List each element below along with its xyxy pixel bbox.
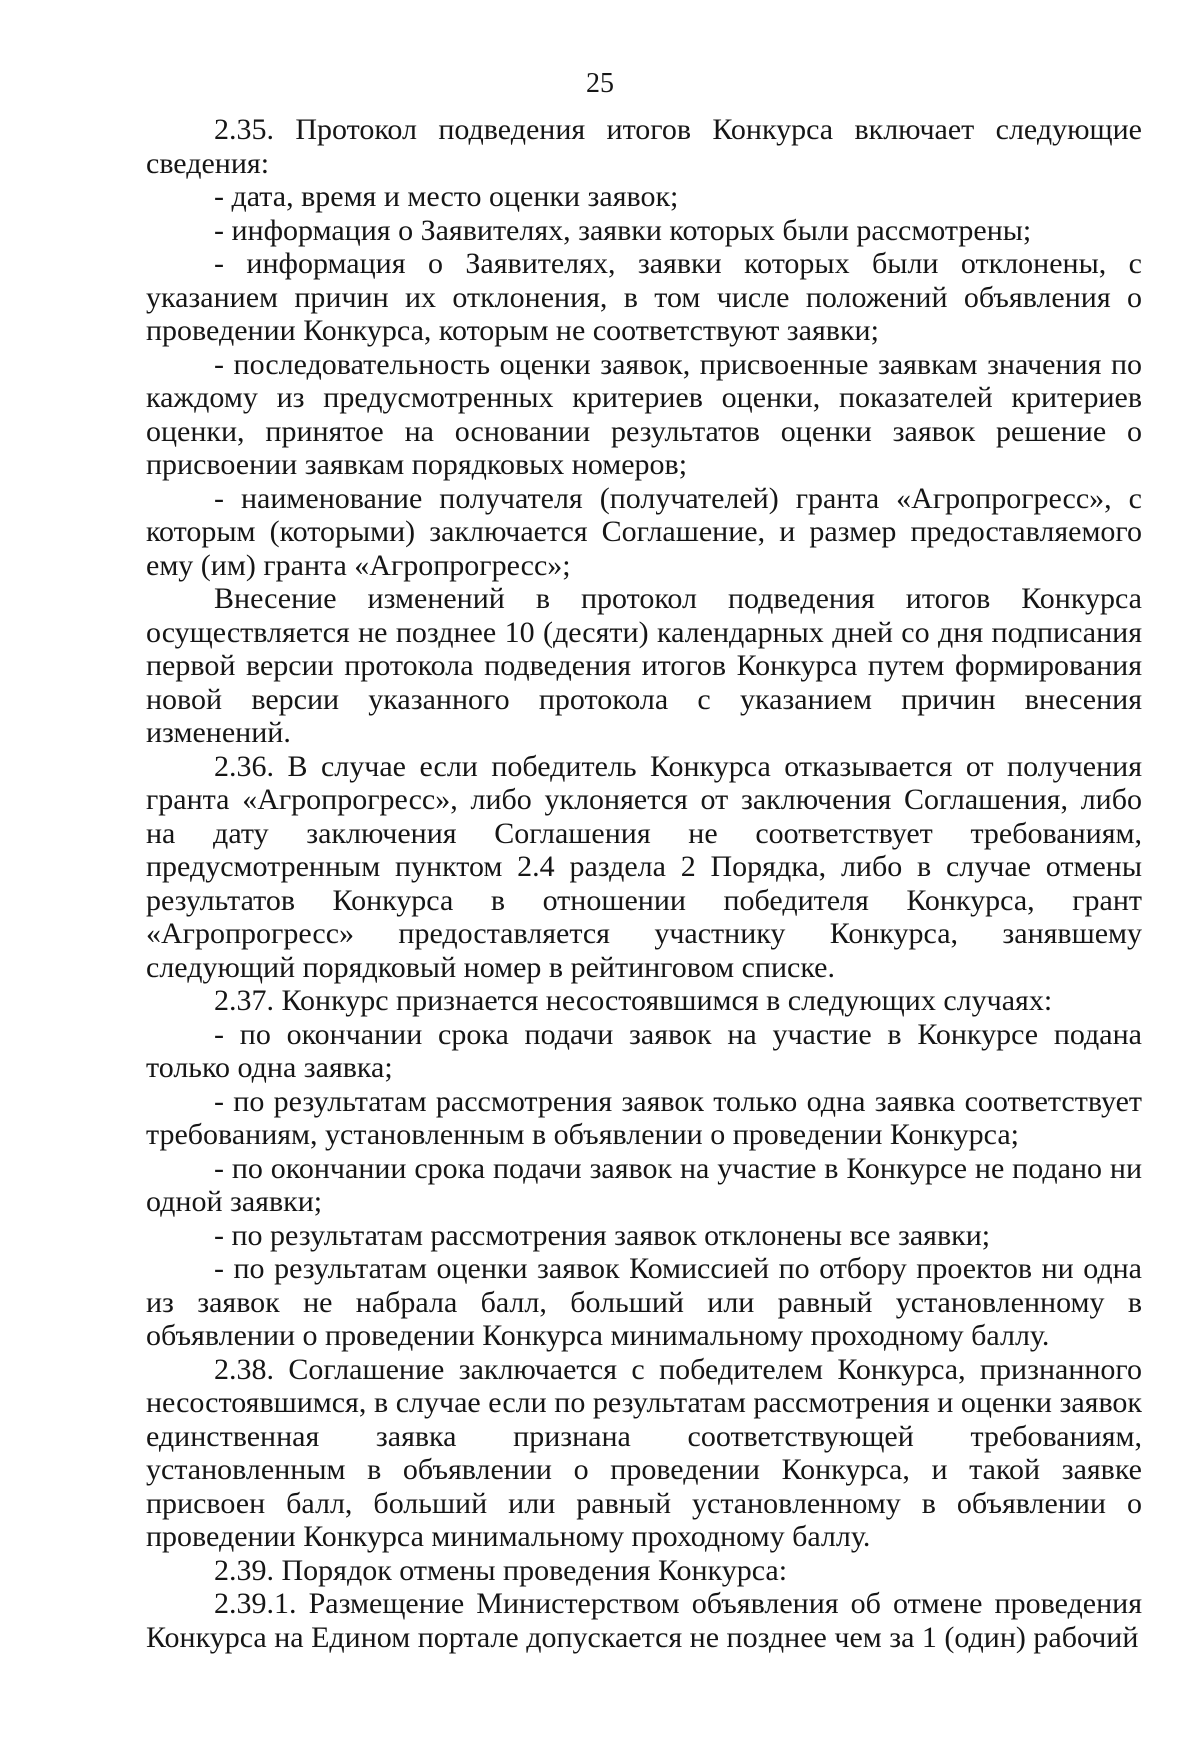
paragraph-2-38: 2.38. Соглашение заключается с победителем Конкурса, признанного несостоявшимся, в случае если по результатам рассмотрения и оценки заявок единственная заявка признана соответствующей требованиям, установленным в объявлении о проведении Конкурса, и такой заявке присвоен балл, больший или равный установленному в объявлении о проведении Конкурса минимальному проходному баллу. [146,1352,1142,1553]
list-item-evaluation-sequence: - последовательность оценки заявок, присвоенные заявкам значения по каждому из предусмотренных критериев оценки, показателей критериев оценки, принятое на основании результатов оценки заявок решение о присвоении заявкам порядковых номеров; [146,347,1142,481]
list-item-min-score: - по результатам оценки заявок Комиссией по отбору проектов ни одна из заявок не набрала балл, больший или равный установленному в объявлении о проведении Конкурса минимальному проходному баллу. [146,1252,1142,1352]
paragraph-protocol-changes: Внесение изменений в протокол подведения итогов Конкурса осуществляется не позднее 10 (десяти) календарных дней со дня подписания первой версии протокола подведения итогов Конкурса путем формирования новой версии указанного протокола с указанием причин внесения изменений. [146,582,1142,749]
list-item-rejected-applicants: - информация о Заявителях, заявки которых были отклонены, с указанием причин их отклонения, в том числе положений объявления о проведении Конкурса, которым не соответствуют заявки; [146,247,1142,347]
paragraph-2-39-1: 2.39.1. Размещение Министерством объявления об отмене проведения Конкурса на Едином портале допускается не позднее чем за 1 (один) рабочий [146,1587,1142,1654]
paragraph-2-35: 2.35. Протокол подведения итогов Конкурса включает следующие сведения: [146,113,1142,180]
list-item-all-rejected: - по результатам рассмотрения заявок отклонены все заявки; [214,1218,991,1252]
list-item-no-applications: - по окончании срока подачи заявок на участие в Конкурсе не подано ни одной заявки; [146,1151,1142,1218]
paragraph-2-36: 2.36. В случае если победитель Конкурса отказывается от получения гранта «Агропрогресс», либо уклоняется от заключения Соглашения, либо на дату заключения Соглашения не соответствует требованиям, предусмотренным пунктом 2.4 раздела 2 Порядка, либо в случае отмены результатов Конкурса в отношении победителя Конкурса, грант «Агропрогресс» предоставляется участнику Конкурса, занявшему следующий порядковый номер в рейтинговом списке. [146,749,1142,984]
list-item-date-time-place: - дата, время и место оценки заявок; [214,180,679,213]
list-item-grant-recipient: - наименование получателя (получателей) гранта «Агропрогресс», с которым (которыми) заключается Соглашение, и размер предоставляемого ему (им) гранта «Агропрогресс»; [146,481,1142,582]
list-item-single-compliant: - по результатам рассмотрения заявок только одна заявка соответствует требованиям, установленным в объявлении о проведении Конкурса; [146,1084,1142,1151]
paragraph-2-37: 2.37. Конкурс признается несостоявшимся в следующих случаях: [214,984,1053,1017]
document-body [146,113,1142,1654]
page-number: 25 [586,68,614,99]
paragraph-2-39: 2.39. Порядок отмены проведения Конкурса: [214,1553,788,1587]
list-item-single-application: - по окончании срока подачи заявок на участие в Конкурсе подана только одна заявка; [146,1017,1142,1084]
list-item-reviewed-applicants: - информация о Заявителях, заявки которых были рассмотрены; [214,213,1032,247]
